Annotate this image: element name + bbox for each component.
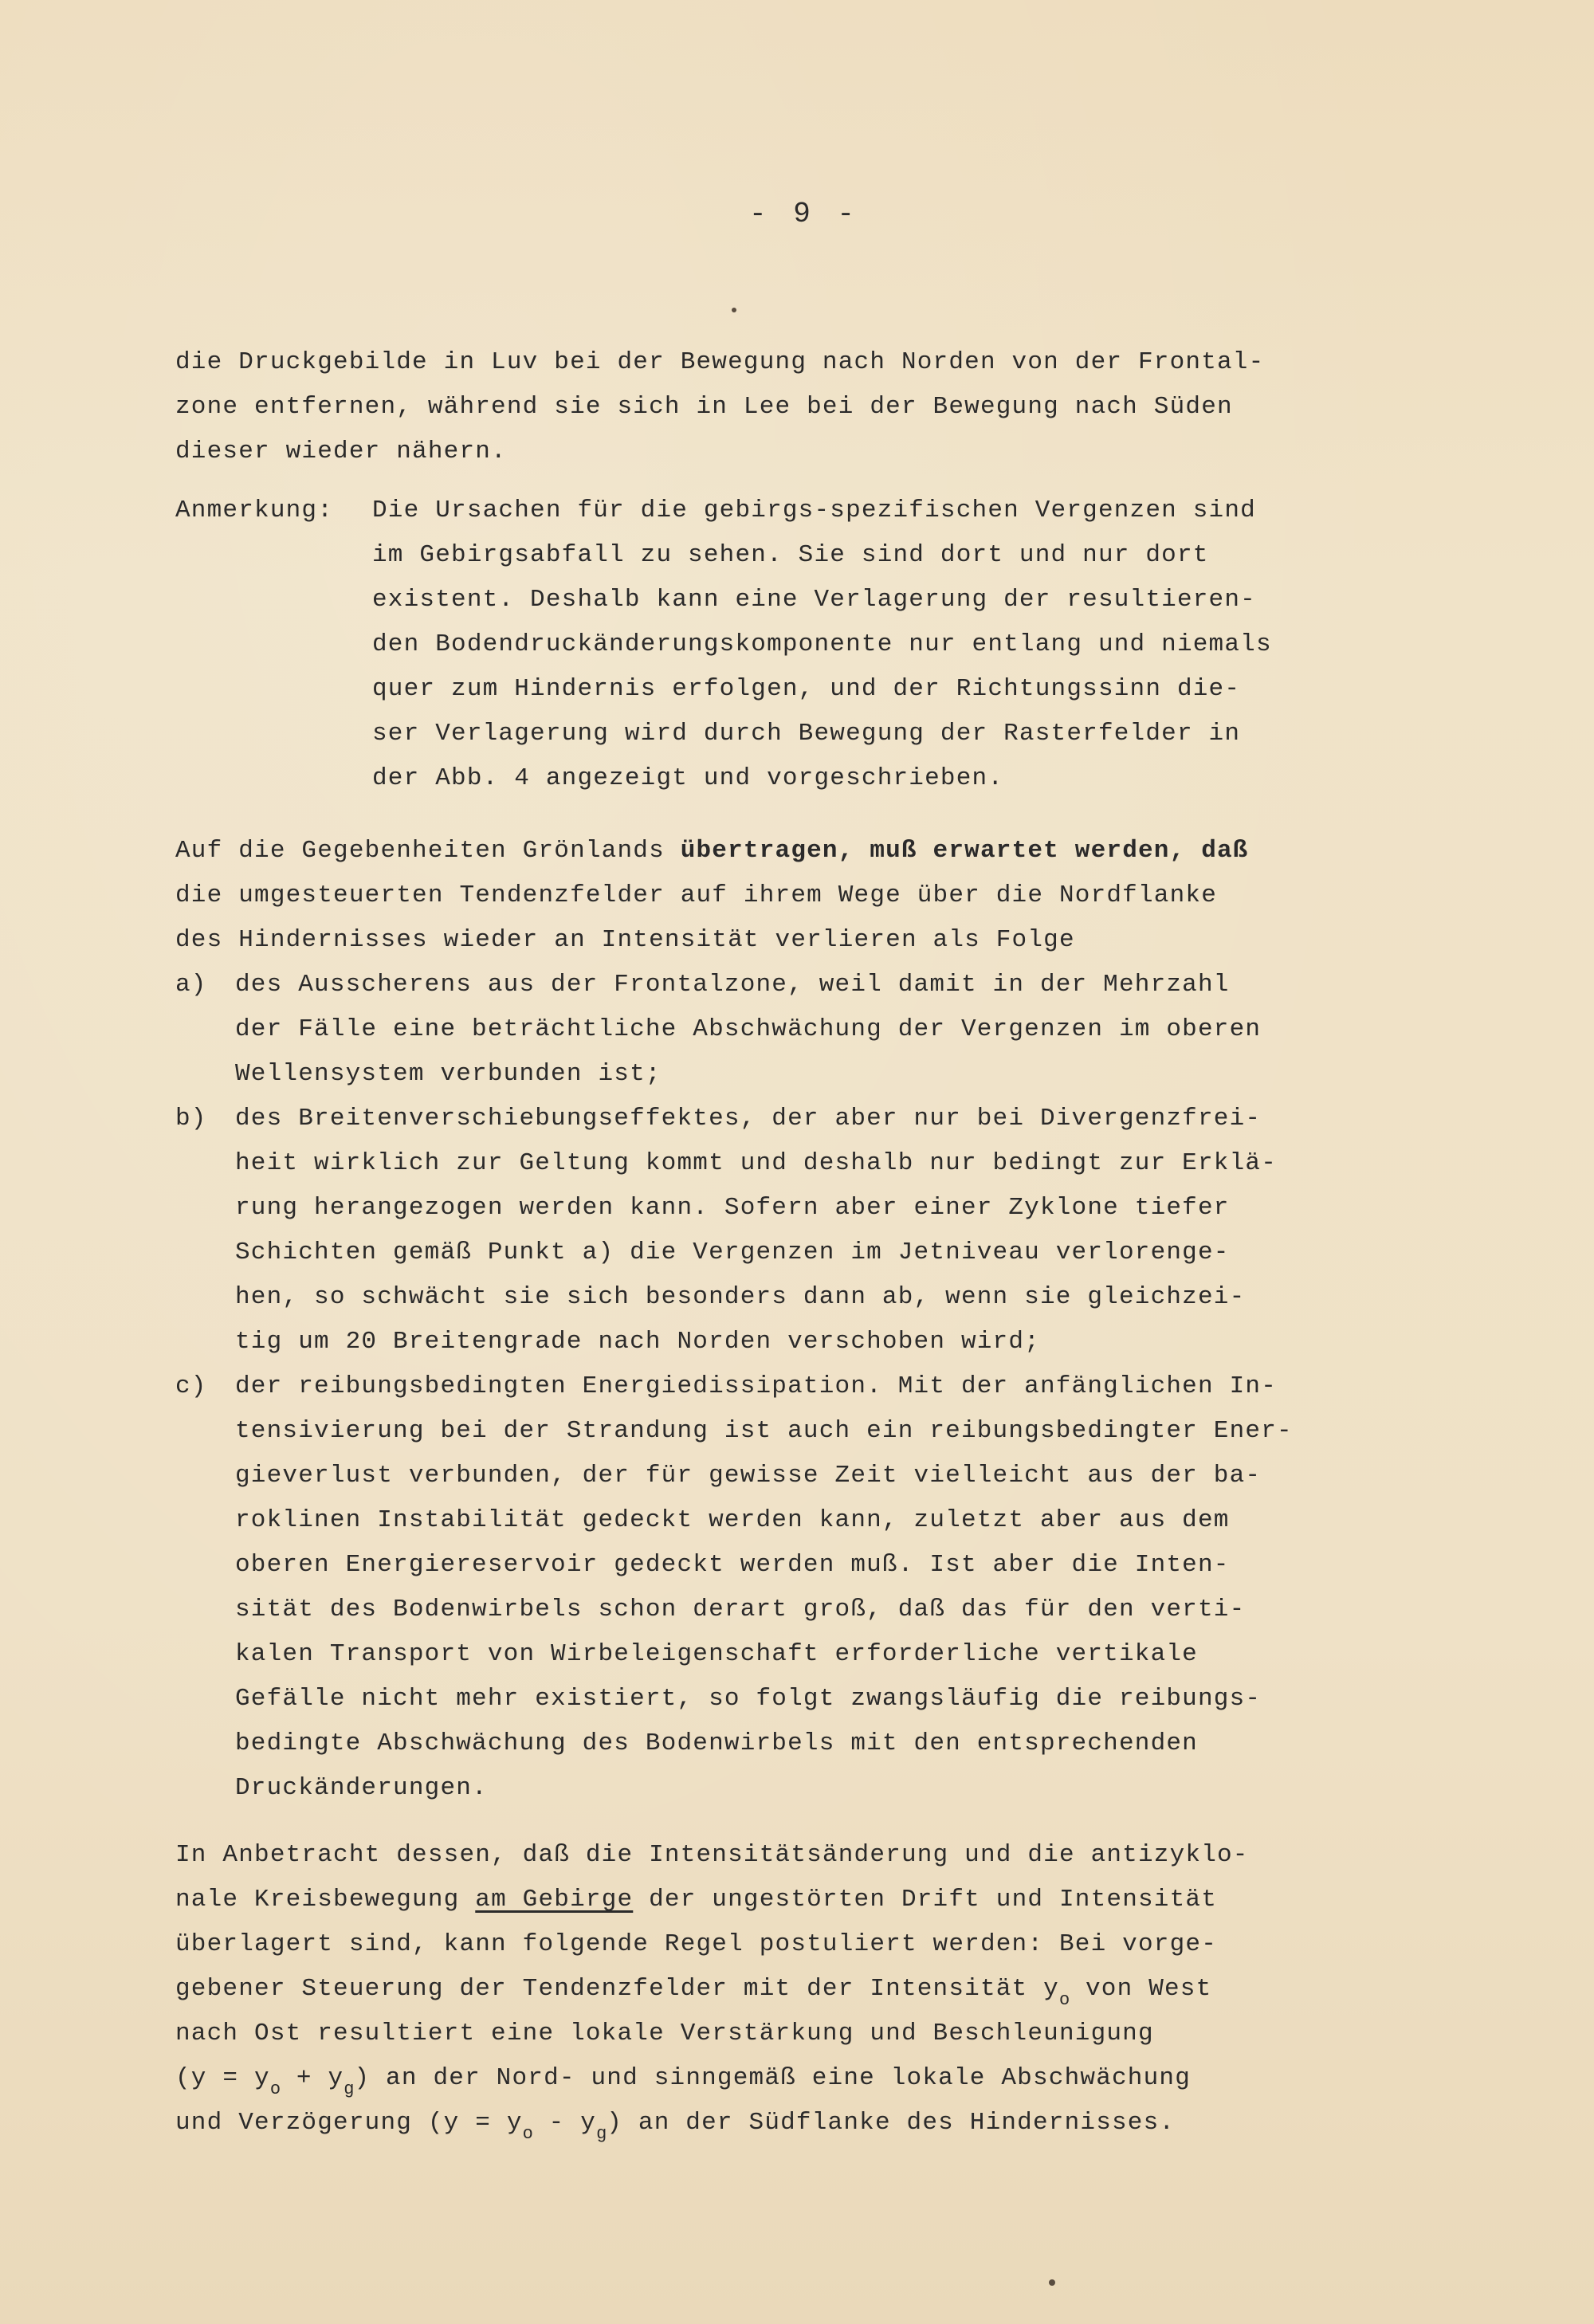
text-line	[175, 1973, 1212, 2010]
text-segment: + y	[281, 2064, 344, 2092]
note-line: der Abb. 4 angezeigt und vorgeschrieben.	[372, 764, 1004, 792]
list-marker-c: c)	[175, 1372, 207, 1400]
formula-line	[175, 2063, 1192, 2099]
list-item-line: rung herangezogen werden kann. Sofern aber einer Zyklone tiefer	[235, 1194, 1230, 1222]
note-line: Die Ursachen für die gebirgs-spezifischen Vergenzen sind	[372, 497, 1256, 524]
text-segment: und Verzögerung (y = y	[175, 2109, 523, 2137]
text-segment: ) an der Nord- und sinngemäß eine lokale Abschwächung	[354, 2064, 1192, 2092]
list-item-line: tensivierung bei der Strandung ist auch ein reibungsbedingter Ener-	[235, 1417, 1293, 1445]
text-line	[175, 1884, 1217, 1916]
list-item-line: kalen Transport von Wirbeleigenschaft erforderliche vertikale	[235, 1640, 1198, 1668]
subscript: o	[1058, 1990, 1070, 2010]
text-line: die umgesteuerten Tendenzfelder auf ihrem Wege über die Nordflanke	[175, 881, 1217, 909]
text-line: nach Ost resultiert eine lokale Verstärkung und Beschleunigung	[175, 2020, 1154, 2047]
list-item-line: Wellensystem verbunden ist;	[235, 1060, 662, 1088]
note-label: Anmerkung:	[175, 497, 334, 524]
paper-speck	[1049, 2279, 1055, 2286]
list-item-line: bedingte Abschwächung des Bodenwirbels mit den entsprechenden	[235, 1729, 1198, 1757]
text-segment: - y	[532, 2109, 597, 2137]
text-line	[175, 835, 1249, 867]
list-item-line: der Fälle eine beträchtliche Abschwächung der Vergenzen im oberen	[235, 1015, 1262, 1043]
subscript: g	[596, 2124, 607, 2144]
note-line: existent. Deshalb kann eine Verlagerung der resultieren-	[372, 586, 1256, 614]
text-segment: Auf die Gegebenheiten Grönlands	[175, 837, 681, 865]
list-item-line: des Breitenverschiebungseffektes, der aber nur bei Divergenzfrei-	[235, 1105, 1262, 1133]
paper-speck	[732, 308, 736, 312]
text-segment: ) an der Südflanke des Hindernisses.	[607, 2109, 1176, 2137]
list-item-line: Schichten gemäß Punkt a) die Vergenzen im Jetniveau verlorenge-	[235, 1239, 1230, 1266]
bold-text-segment: übertragen, muß erwartet werden, daß	[680, 837, 1249, 865]
page-number: - 9 -	[749, 198, 860, 230]
text-line: die Druckgebilde in Luv bei der Bewegung nach Norden von der Frontal-	[175, 348, 1265, 376]
list-item-line: Gefälle nicht mehr existiert, so folgt zwangsläufig die reibungs-	[235, 1685, 1262, 1713]
text-segment: nale Kreisbewegung	[175, 1886, 476, 1914]
list-marker-a: a)	[175, 971, 207, 999]
subscript: o	[522, 2124, 533, 2144]
note-line: den Bodendruckänderungskomponente nur entlang und niemals	[372, 630, 1272, 658]
text-line: überlagert sind, kann folgende Regel postuliert werden: Bei vorge-	[175, 1930, 1217, 1958]
list-item-line: des Ausscherens aus der Frontalzone, weil damit in der Mehrzahl	[235, 971, 1230, 999]
list-item-line: heit wirklich zur Geltung kommt und deshalb nur bedingt zur Erklä-	[235, 1149, 1277, 1177]
list-item-line: oberen Energiereservoir gedeckt werden muß. Ist aber die Inten-	[235, 1551, 1230, 1579]
list-item-line: der reibungsbedingten Energiedissipation. Mit der anfänglichen In-	[235, 1372, 1277, 1400]
formula-line	[175, 2107, 1176, 2144]
list-item-line: tig um 20 Breitengrade nach Norden verschoben wird;	[235, 1328, 1040, 1356]
list-item-line: Druckänderungen.	[235, 1774, 488, 1802]
note-line: im Gebirgsabfall zu sehen. Sie sind dort und nur dort	[372, 541, 1209, 569]
text-segment: der ungestörten Drift und Intensität	[633, 1886, 1218, 1914]
list-item-line: roklinen Instabilität gedeckt werden kann, zuletzt aber aus dem	[235, 1506, 1230, 1534]
list-item-line: gieverlust verbunden, der für gewisse Zeit vielleicht aus der ba-	[235, 1462, 1262, 1490]
text-line: dieser wieder nähern.	[175, 438, 507, 465]
text-line: zone entfernen, während sie sich in Lee bei der Bewegung nach Süden	[175, 393, 1233, 421]
note-line: quer zum Hindernis erfolgen, und der Richtungssinn die-	[372, 675, 1241, 703]
list-item-line: sität des Bodenwirbels schon derart groß, daß das für den verti-	[235, 1596, 1246, 1623]
text-segment: gebener Steuerung der Tendenzfelder mit der Intensität y	[175, 1975, 1059, 2003]
list-item-line: hen, so schwächt sie sich besonders dann ab, wenn sie gleichzei-	[235, 1283, 1246, 1311]
text-segment: (y = y	[175, 2064, 270, 2092]
note-line: ser Verlagerung wird durch Bewegung der Rasterfelder in	[372, 720, 1241, 748]
subscript: o	[269, 2079, 281, 2099]
underlined-text-segment: am Gebirge	[475, 1886, 634, 1914]
text-segment: von West	[1070, 1975, 1212, 2003]
text-line: des Hindernisses wieder an Intensität verlieren als Folge	[175, 926, 1075, 954]
text-line: In Anbetracht dessen, daß die Intensitätsänderung und die antizyklo-	[175, 1841, 1249, 1869]
subscript: g	[344, 2079, 355, 2099]
list-marker-b: b)	[175, 1105, 207, 1133]
